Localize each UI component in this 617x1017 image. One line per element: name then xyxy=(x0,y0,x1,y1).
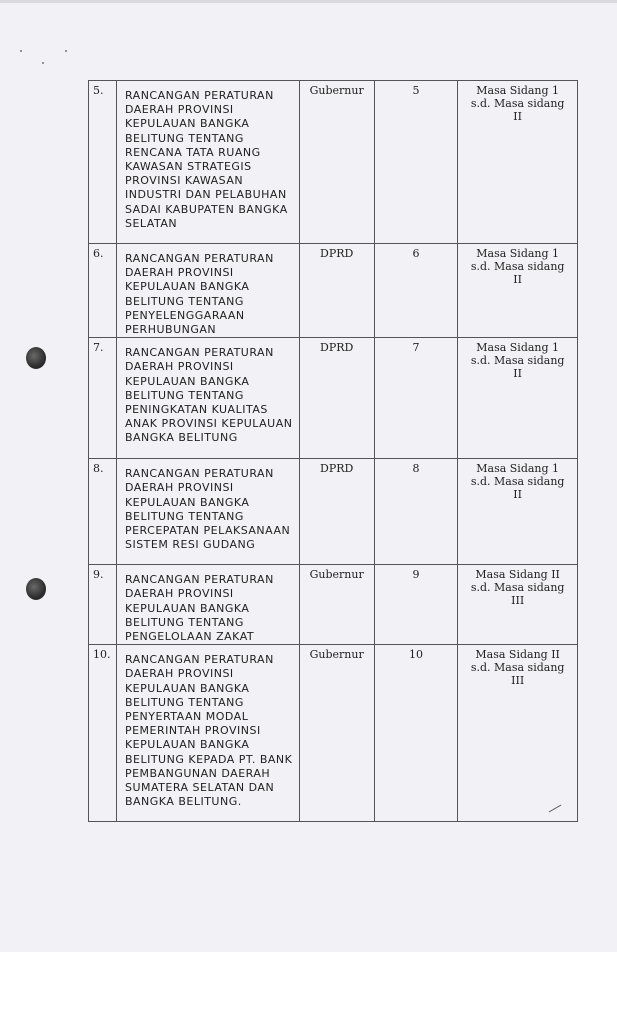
session-range: s.d. Masa sidang xyxy=(470,661,565,675)
regulation-title: RANCANGAN PERATURAN DAERAH PROVINSI KEPULAUAN BANGKA BELITUNG TENTANG PERCEPATAN PELAKSANAAN SISTEM RESI GUDANG xyxy=(116,459,299,565)
regulation-table xyxy=(88,80,578,822)
initiator-cell: Gubernur xyxy=(299,81,374,244)
session-range: s.d. Masa sidang xyxy=(470,581,565,595)
session-range: s.d. Masa sidang xyxy=(470,260,565,273)
session-end: II xyxy=(513,273,522,286)
page-edge xyxy=(0,0,617,3)
session-start: Masa Sidang 1 xyxy=(476,247,560,260)
session-cell xyxy=(458,459,578,565)
session-start: Masa Sidang 1 xyxy=(476,84,560,97)
initiator-cell: DPRD xyxy=(299,459,374,565)
table-row xyxy=(89,81,578,244)
order-number: 8 xyxy=(374,459,458,565)
session-cell xyxy=(458,645,578,822)
session-end: III xyxy=(511,674,525,688)
initiator-cell: DPRD xyxy=(299,244,374,338)
initiator-cell: DPRD xyxy=(299,338,374,459)
punch-hole xyxy=(26,578,46,600)
session-cell xyxy=(458,81,578,244)
table-row xyxy=(89,244,578,338)
row-number: 9. xyxy=(89,565,117,645)
session-range: s.d. Masa sidang xyxy=(470,97,565,110)
regulation-title: RANCANGAN PERATURAN DAERAH PROVINSI KEPULAUAN BANGKA BELITUNG TENTANG RENCANA TATA RUANG KAWASAN STRATEGIS PROVINSI KAWASAN INDUSTRI DAN PELABUHAN SADAI KABUPATEN BANGKA SELATAN xyxy=(116,81,299,244)
regulation-title: RANCANGAN PERATURAN DAERAH PROVINSI KEPULAUAN BANGKA BELITUNG TENTANG PENGELOLAAN ZAKAT xyxy=(116,565,299,645)
initiator-cell: Gubernur xyxy=(299,565,374,645)
regulation-title: RANCANGAN PERATURAN DAERAH PROVINSI KEPULAUAN BANGKA BELITUNG TENTANG PENYELENGGARAAN PERHUBUNGAN xyxy=(116,244,299,338)
session-end: II xyxy=(513,367,522,381)
row-number: 7. xyxy=(89,338,117,459)
regulation-title: RANCANGAN PERATURAN DAERAH PROVINSI KEPULAUAN BANGKA BELITUNG TENTANG PENYERTAAN MODAL PEMERINTAH PROVINSI KEPULAUAN BANGKA BELITUNG KEPADA PT. BANK PEMBANGUNAN DAERAH SUMATERA SELATAN DAN BANGKA BELITUNG. xyxy=(116,645,299,822)
session-end: II xyxy=(513,110,522,123)
row-number: 6. xyxy=(89,244,117,338)
session-end: II xyxy=(513,488,522,502)
session-start: Masa Sidang 1 xyxy=(476,462,560,476)
row-number: 10. xyxy=(89,645,117,822)
order-number: 10 xyxy=(374,645,458,822)
regulation-title: RANCANGAN PERATURAN DAERAH PROVINSI KEPULAUAN BANGKA BELITUNG TENTANG PENINGKATAN KUALITAS ANAK PROVINSI KEPULAUAN BANGKA BELITUNG xyxy=(116,338,299,459)
session-range: s.d. Masa sidang xyxy=(470,475,565,489)
table-body xyxy=(89,81,578,822)
session-start: Masa Sidang II xyxy=(475,648,560,662)
table-row xyxy=(89,645,578,822)
order-number: 6 xyxy=(374,244,458,338)
initiator-cell: Gubernur xyxy=(299,645,374,822)
scan-speck xyxy=(20,50,22,52)
scan-speck xyxy=(42,62,44,64)
scan-speck xyxy=(65,50,67,52)
session-cell xyxy=(458,565,578,645)
row-number: 8. xyxy=(89,459,117,565)
row-number: 5. xyxy=(89,81,117,244)
order-number: 5 xyxy=(374,81,458,244)
session-start: Masa Sidang 1 xyxy=(476,341,560,355)
session-cell xyxy=(458,244,578,338)
order-number: 7 xyxy=(374,338,458,459)
order-number: 9 xyxy=(374,565,458,645)
session-cell xyxy=(458,338,578,459)
session-range: s.d. Masa sidang xyxy=(470,354,565,368)
table-row xyxy=(89,565,578,645)
session-start: Masa Sidang II xyxy=(475,568,560,582)
session-end: III xyxy=(511,594,525,608)
table-row xyxy=(89,459,578,565)
punch-hole xyxy=(26,347,46,369)
table-row xyxy=(89,338,578,459)
